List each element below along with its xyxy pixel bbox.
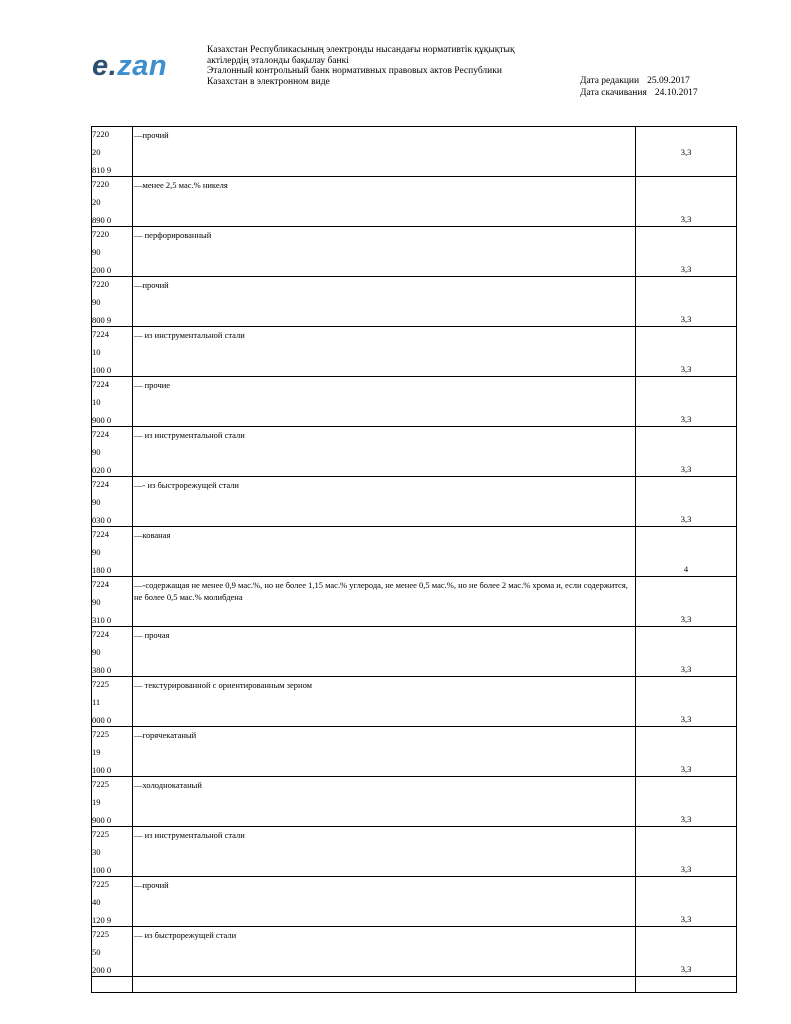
table-row [92,577,737,627]
rate-cell [636,727,737,777]
rate-value: 3,3 [680,414,692,424]
code-part: 7224 [92,429,109,439]
code-cell [92,477,133,527]
code-part: 7220 [92,279,109,289]
edit-date-value: 25.09.2017 [647,76,690,86]
code-part: 890 0 [92,215,112,225]
tariff-table [91,126,737,993]
ezan-logo: e.zan [92,50,168,82]
rate-cell [636,277,737,327]
rate-value: 3,3 [680,264,692,274]
code-part: 7220 [92,129,109,139]
code-cell [92,127,133,177]
code-cell [92,277,133,327]
code-cell [92,427,133,477]
code-cell [92,327,133,377]
code-part: 19 [92,747,101,757]
description-cell: —холоднокатаный [133,777,636,827]
code-part: 800 9 [92,315,112,325]
table-row [92,177,737,227]
rate-value: 3,3 [680,464,692,474]
rate-value: 3,3 [680,664,692,674]
rate-cell [636,627,737,677]
table-row [92,877,737,927]
table-row [92,377,737,427]
code-part: 900 0 [92,415,112,425]
rate-cell [636,127,737,177]
rate-cell [636,477,737,527]
code-part: 7224 [92,629,109,639]
code-part: 90 [92,647,101,657]
rate-cell [636,377,737,427]
code-part: 380 0 [92,665,112,675]
code-cell [92,577,133,627]
code-part: 810 9 [92,165,112,175]
rate-value: 3,3 [680,764,692,774]
code-cell [92,527,133,577]
code-part: 90 [92,447,101,457]
code-part: 310 0 [92,615,112,625]
table-row [92,627,737,677]
code-part: 200 0 [92,265,112,275]
download-date-label: Дата скачивания [580,88,647,98]
code-part: 900 0 [92,815,112,825]
empty-cell [133,977,636,993]
description-cell: —кованая [133,527,636,577]
code-part: 7220 [92,229,109,239]
rate-value: 4 [683,564,689,574]
description-cell: — прочая [133,627,636,677]
code-cell [92,777,133,827]
code-part: 7225 [92,829,109,839]
description-cell: — текстурированной с ориентированным зерном [133,677,636,727]
header-line: актілердің эталонды бақылау банкі [207,55,349,66]
rate-cell [636,527,737,577]
code-part: 10 [92,397,101,407]
code-part: 100 0 [92,765,112,775]
rate-cell [636,327,737,377]
table-row [92,527,737,577]
code-part: 7225 [92,929,109,939]
code-cell [92,677,133,727]
rate-value: 3,3 [680,147,692,157]
empty-row [92,977,737,993]
code-part: 20 [92,147,101,157]
rate-value: 3,3 [680,864,692,874]
empty-cell [92,977,133,993]
code-part: 7224 [92,579,109,589]
code-cell [92,927,133,977]
code-part: 30 [92,847,101,857]
description-cell: — прочие [133,377,636,427]
code-part: 50 [92,947,101,957]
table-row [92,327,737,377]
code-part: 7225 [92,679,109,689]
description-cell: —горячекатаный [133,727,636,777]
header-dates [580,75,698,99]
description-cell: — из быстрорежущей стали [133,927,636,977]
code-part: 180 0 [92,565,112,575]
code-part: 200 0 [92,965,112,975]
rate-value: 3,3 [680,814,692,824]
code-part: 10 [92,347,101,357]
rate-value: 3,3 [680,614,692,624]
description-cell: — из инструментальной стали [133,827,636,877]
empty-cell [636,977,737,993]
code-cell [92,727,133,777]
rate-value: 3,3 [680,514,692,524]
rate-cell [636,427,737,477]
description-cell: —менее 2,5 мас.% никеля [133,177,636,227]
code-part: 000 0 [92,715,112,725]
code-cell [92,227,133,277]
code-part: 030 0 [92,515,112,525]
table-row [92,477,737,527]
table-row [92,927,737,977]
rate-value: 3,3 [680,314,692,324]
code-cell [92,827,133,877]
rate-value: 3,3 [680,364,692,374]
table-row [92,777,737,827]
code-part: 7220 [92,179,109,189]
description-cell: —прочий [133,277,636,327]
rate-cell [636,677,737,727]
code-part: 20 [92,197,101,207]
code-part: 7224 [92,379,109,389]
code-part: 11 [92,697,101,707]
header-line: Казахстан в электронном виде [207,76,330,87]
header-text [207,45,515,87]
description-cell: —- из быстрорежущей стали [133,477,636,527]
code-part: 90 [92,497,101,507]
rate-cell [636,777,737,827]
table-row [92,427,737,477]
code-part: 90 [92,297,101,307]
header-line: Казахстан Республикасының электронды нысандағы нормативтік құқықтық [207,45,515,55]
code-part: 90 [92,547,101,557]
description-cell: —прочий [133,127,636,177]
code-part: 100 0 [92,365,112,375]
code-part: 7225 [92,879,109,889]
code-part: 7225 [92,729,109,739]
code-cell [92,627,133,677]
code-part: 7224 [92,529,109,539]
code-part: 100 0 [92,865,112,875]
code-part: 90 [92,597,101,607]
rate-value: 3,3 [680,964,692,974]
code-part: 40 [92,897,101,907]
rate-value: 3,3 [680,714,692,724]
rate-cell [636,577,737,627]
description-cell: —-содержащая не менее 0,9 мас.%, но не более 1,15 мас.% углерода, не менее 0,5 мас.%, но не более 2 мас.% хрома и, если содержится, не более 0,5 мас.% молибдена [133,577,636,627]
code-cell [92,377,133,427]
rate-cell [636,877,737,927]
code-part: 120 9 [92,915,112,925]
rate-cell [636,227,737,277]
code-part: 19 [92,797,101,807]
rate-value: 3,3 [680,214,692,224]
code-part: 7224 [92,329,109,339]
code-cell [92,177,133,227]
code-part: 90 [92,247,101,257]
table-row [92,127,737,177]
table-row [92,827,737,877]
download-date-value: 24.10.2017 [654,88,698,98]
rate-value: 3,3 [680,914,692,924]
edit-date-label: Дата редакции [580,76,640,86]
table-row [92,227,737,277]
description-cell: —прочий [133,877,636,927]
rate-cell [636,827,737,877]
table-row [92,677,737,727]
code-part: 020 0 [92,465,112,475]
description-cell: — из инструментальной стали [133,427,636,477]
description-cell: — из инструментальной стали [133,327,636,377]
code-part: 7225 [92,779,109,789]
table-row [92,277,737,327]
header-line: Эталонный контрольный банк нормативных правовых актов Республики [207,66,502,76]
table-row [92,727,737,777]
code-cell [92,877,133,927]
rate-cell [636,177,737,227]
description-cell: — перфорированный [133,227,636,277]
code-part: 7224 [92,479,109,489]
rate-cell [636,927,737,977]
